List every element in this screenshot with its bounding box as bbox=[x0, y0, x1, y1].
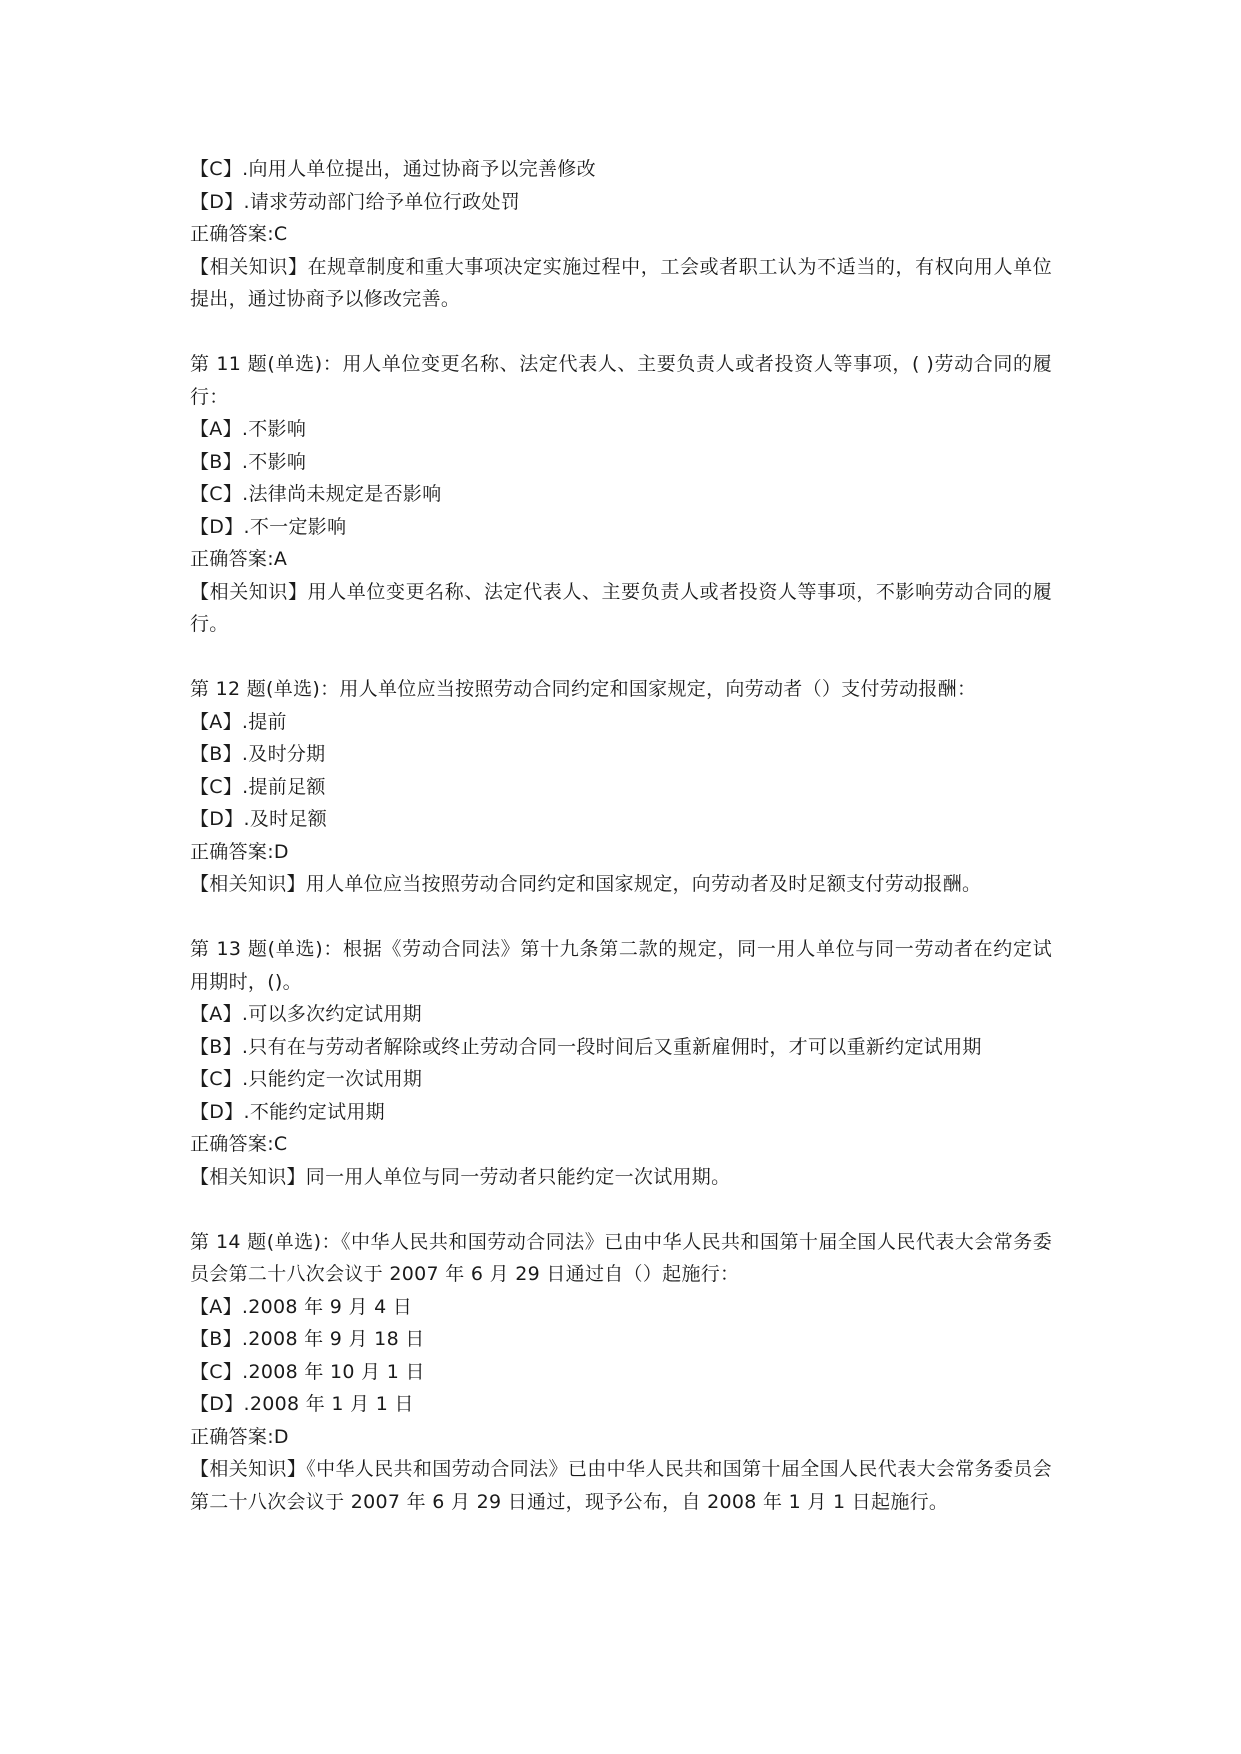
correct-answer: 正确答案:A bbox=[190, 548, 288, 570]
option-b: 【B】.不影响 bbox=[190, 450, 307, 473]
related-knowledge: 【相关知识】用人单位应当按照劳动合同约定和国家规定，向劳动者及时足额支付劳动报酬。 bbox=[190, 873, 982, 895]
option-a: 【A】.可以多次约定试用期 bbox=[190, 1003, 422, 1025]
related-knowledge: 【相关知识】同一用人单位与同一劳动者只能约定一次试用期。 bbox=[190, 1165, 731, 1188]
option-c: 【C】.2008 年 10 月 1 日 bbox=[190, 1360, 425, 1383]
option-c: 【C】.法律尚未规定是否影响 bbox=[190, 483, 442, 505]
option-c: 【C】.提前足额 bbox=[190, 775, 326, 798]
question-text: 第 13 题(单选)：根据《劳动合同法》第十九条第二款的规定，同一用人单位与同一劳动者在约定试用期时，()。 bbox=[190, 938, 1052, 993]
option-b: 【B】.只有在与劳动者解除或终止劳动合同一段时间后又重新雇佣时，才可以重新约定试用期 bbox=[190, 1035, 982, 1058]
related-knowledge: 【相关知识】用人单位变更名称、法定代表人、主要负责人或者投资人等事项，不影响劳动合同的履行。 bbox=[190, 580, 1052, 635]
option-a: 【A】.提前 bbox=[190, 710, 287, 733]
related-knowledge: 【相关知识】《中华人民共和国劳动合同法》已由中华人民共和国第十届全国人民代表大会常务委员会第二十八次会议于 2007 年 6 月 29 日通过，现予公布，自 2008 年 1 月 1 日起施行。 bbox=[190, 1458, 1052, 1513]
question-block bbox=[190, 1226, 1052, 1519]
option-d: 【D】.及时足额 bbox=[190, 808, 328, 830]
spacer bbox=[190, 901, 1052, 934]
option-c: 【C】.只能约定一次试用期 bbox=[190, 1068, 423, 1090]
question-block bbox=[190, 348, 1052, 641]
question-block bbox=[190, 933, 1052, 1193]
option-d: 【D】.2008 年 1 月 1 日 bbox=[190, 1393, 414, 1415]
correct-answer: 正确答案:C bbox=[190, 223, 288, 245]
option-c: 【C】.向用人单位提出，通过协商予以完善修改 bbox=[190, 158, 596, 180]
correct-answer: 正确答案:D bbox=[190, 840, 289, 863]
spacer bbox=[190, 316, 1052, 349]
correct-answer: 正确答案:C bbox=[190, 1133, 288, 1155]
related-knowledge: 【相关知识】在规章制度和重大事项决定实施过程中，工会或者职工认为不适当的，有权向用人单位提出，通过协商予以修改完善。 bbox=[190, 255, 1052, 310]
question-text: 第 11 题(单选)：用人单位变更名称、法定代表人、主要负责人或者投资人等事项，( )劳动合同的履行： bbox=[190, 353, 1052, 408]
option-d: 【D】.请求劳动部门给予单位行政处罚 bbox=[190, 190, 521, 213]
spacer bbox=[190, 1193, 1052, 1226]
option-b: 【B】.及时分期 bbox=[190, 743, 326, 765]
question-block bbox=[190, 153, 1052, 316]
correct-answer: 正确答案:D bbox=[190, 1425, 289, 1448]
option-a: 【A】.不影响 bbox=[190, 418, 307, 440]
question-block bbox=[190, 673, 1052, 901]
option-d: 【D】.不能约定试用期 bbox=[190, 1100, 385, 1123]
document-content bbox=[190, 153, 1052, 1518]
question-text: 第 14 题(单选)：《中华人民共和国劳动合同法》已由中华人民共和国第十届全国人民代表大会常务委员会第二十八次会议于 2007 年 6 月 29 日通过自（）起施行： bbox=[190, 1230, 1052, 1285]
option-d: 【D】.不一定影响 bbox=[190, 515, 347, 538]
spacer bbox=[190, 641, 1052, 674]
question-text: 第 12 题(单选)：用人单位应当按照劳动合同约定和国家规定，向劳动者（）支付劳动报酬： bbox=[190, 678, 977, 700]
option-b: 【B】.2008 年 9 月 18 日 bbox=[190, 1328, 425, 1350]
option-a: 【A】.2008 年 9 月 4 日 bbox=[190, 1295, 413, 1318]
